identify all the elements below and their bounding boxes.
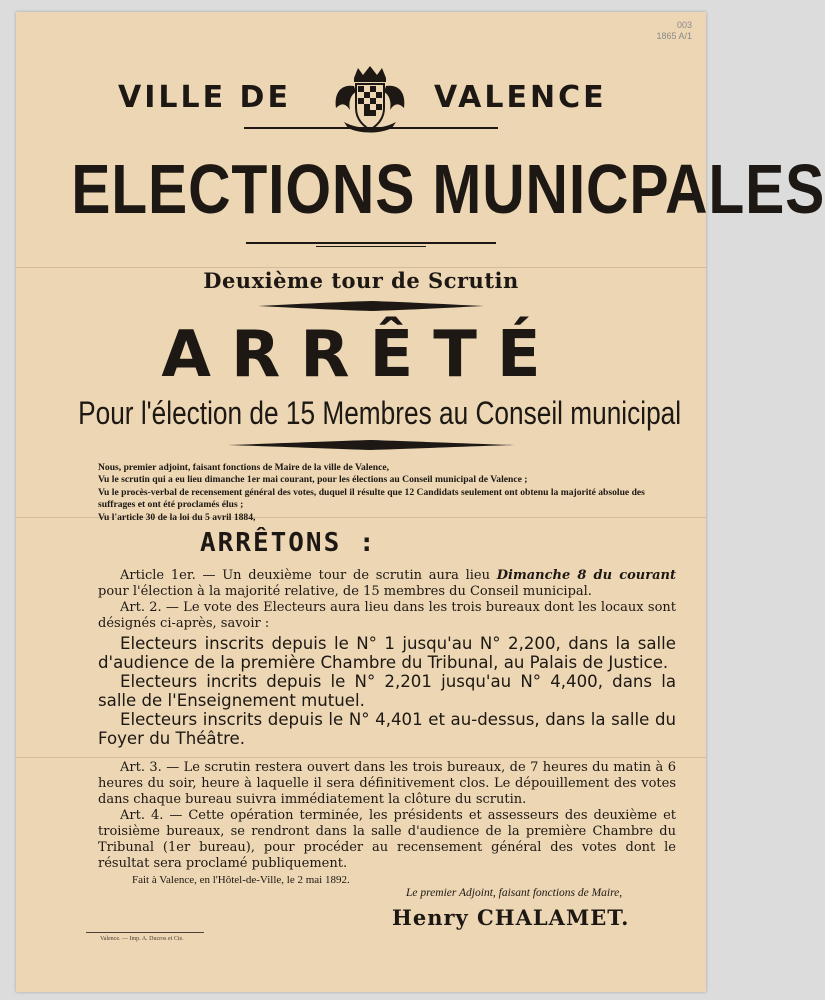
- article-3: Art. 3. — Le scrutin restera ouvert dans les trois bureaux, de 7 heures du matin à 6 heures du soir, heure à laquelle il sera définitivement clos. Le dépouillement des votes dans chaque bureau suivra immédiatement la clôture du scrutin.: [98, 760, 676, 807]
- article-1-lead: Article 1er. — Un deuxième tour de scrutin aura lieu: [120, 568, 490, 583]
- ornamental-rule: [244, 127, 498, 129]
- archive-number: 003: [676, 20, 692, 30]
- printer-rule: [86, 932, 204, 933]
- poster-sheet: [16, 12, 825, 992]
- main-title: ELECTIONS MUNICPALES: [71, 150, 825, 228]
- ornamental-rule: [228, 440, 514, 450]
- archive-mark: [656, 20, 692, 42]
- signatory-title: Le premier Adjoint, faisant fonctions de Maire,: [406, 887, 623, 899]
- bureau-item: Electeurs incrits depuis le N° 2,201 jusqu'au N° 4,400, dans la salle de l'Enseignement mutuel.: [98, 672, 676, 710]
- preamble-line: Vu le procès-verbal de recensement général des votes, duquel il résulte que 12 Candidats seulement ont obtenu la majorité absolue des suffrages et ont été proclamés élus ;: [98, 486, 645, 511]
- signatory-name: Henry CHALAMET.: [392, 905, 630, 930]
- articles-3-4: [98, 760, 676, 872]
- arrete-heading: ARRÊTÉ: [161, 318, 561, 392]
- header-ville-de: VILLE DE: [118, 80, 291, 115]
- coat-of-arms-icon: [330, 64, 410, 134]
- ornamental-rule: [258, 301, 484, 311]
- preamble-line: Vu le scrutin qui a eu lieu dimanche 1er mai courant, pour les élections au Conseil municipal de Valence ;: [98, 474, 528, 486]
- bureau-item: Electeurs inscrits depuis le N° 1 jusqu'au N° 2,200, dans la salle d'audience de la première Chambre du Tribunal, au Palais de Justice.: [98, 634, 676, 672]
- articles-1-2: [98, 568, 676, 632]
- article-4: Art. 4. — Cette opération terminée, les présidents et assesseurs des deuxième et troisième bureaux, se rendront dans la salle d'audience de la première Chambre du Tribunal (1er bureau), pour procéder au recensement général des votes dont le résultat sera proclamé publiquement.: [98, 808, 676, 871]
- preamble: [98, 462, 678, 524]
- ornamental-rule: [246, 242, 496, 244]
- article-2: Art. 2. — Le vote des Electeurs aura lieu dans les trois bureaux dont les locaux sont désignés ci-après, savoir :: [98, 600, 676, 631]
- archive-code: 1865 A/1: [656, 31, 692, 41]
- header-valence: VALENCE: [434, 80, 607, 115]
- ornamental-rule: [316, 246, 426, 247]
- preamble-line: Vu l'article 30 de la loi du 5 avril 1884,: [98, 511, 256, 523]
- bureaux-list: [98, 634, 676, 748]
- preamble-line: Nous, premier adjoint, faisant fonctions de Maire de la ville de Valence,: [98, 462, 390, 473]
- fait-a-valence: Fait à Valence, en l'Hôtel-de-Ville, le 2 mai 1892.: [132, 874, 350, 886]
- printer-imprint: Valence. — Imp. A. Ducros et Cie.: [100, 936, 184, 942]
- arretons-heading: ARRÊTONS :: [200, 528, 377, 558]
- subtitle: Deuxième tour de Scrutin: [203, 268, 519, 293]
- bureau-item: Electeurs inscrits depuis le N° 4,401 et au-dessus, dans la salle du Foyer du Théâtre.: [98, 710, 676, 748]
- article-1: [98, 568, 676, 600]
- article-1-rest: pour l'élection à la majorité relative, de 15 membres du Conseil municipal.: [98, 584, 592, 599]
- election-purpose: Pour l'élection de 15 Membres au Conseil municipal: [78, 395, 682, 431]
- fold-line: [16, 757, 706, 758]
- article-1-date: Dimanche 8 du courant: [496, 568, 676, 583]
